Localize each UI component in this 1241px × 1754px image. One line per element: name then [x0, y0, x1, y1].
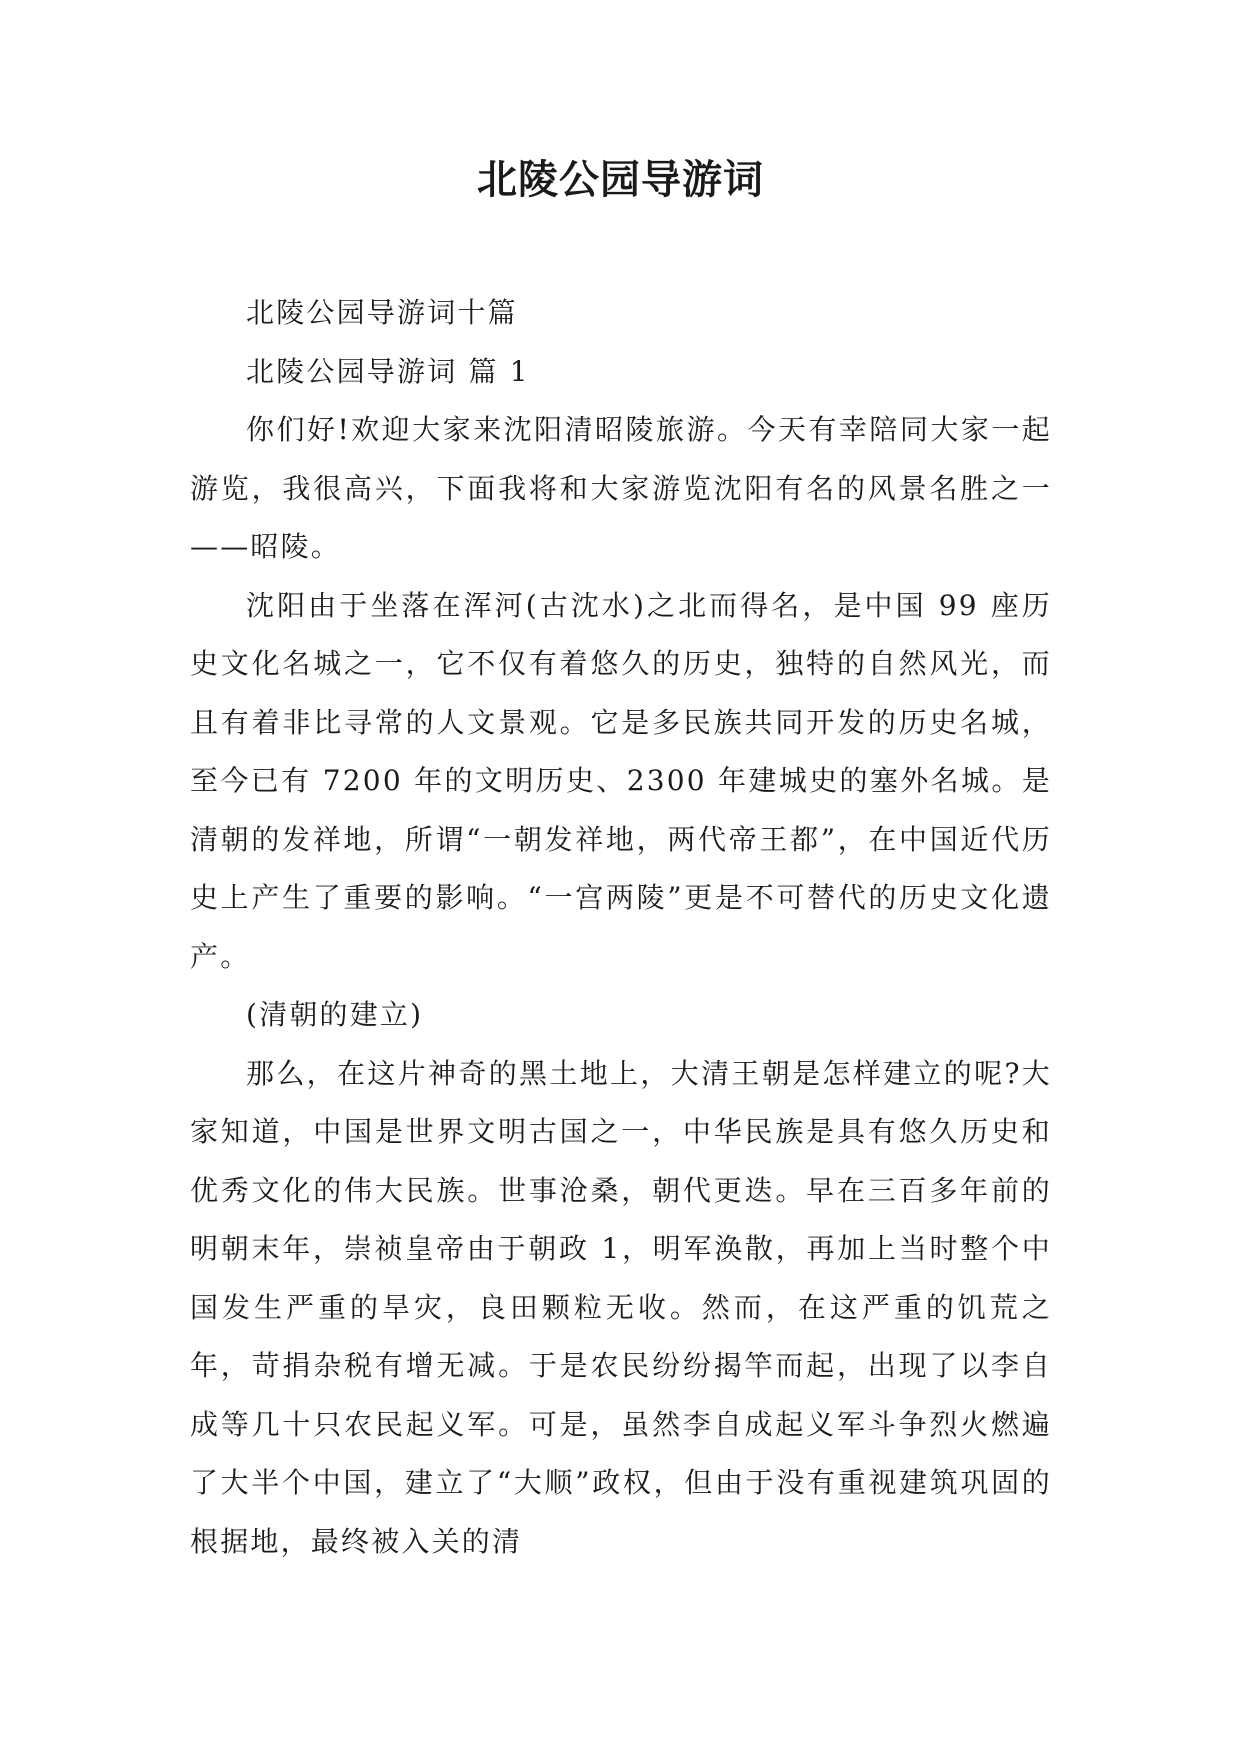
paragraph-subtitle: 北陵公园导游词十篇 [246, 296, 518, 329]
paragraph-qing-history: 那么，在这片神奇的黑土地上，大清王朝是怎样建立的呢?大家知道，中国是世界文明古国之一，中华民族是具有悠久历史和优秀文化的伟大民族。世事沧桑，朝代更迭。早在三百多年前的明朝末年，崇祯皇帝由于朝政 1，明军涣散，再加上当时整个中国发生严重的旱灾，良田颗粒无收。然而，在这严重的饥荒之年，苛捐杂税有增无减。于是农民纷纷揭竿而起，出现了以李自成等几十只农民起义军。可是，虽然李自成起义军斗争烈火燃遍了大半个中国，建立了“大顺”政权，但由于没有重视建筑巩固的根据地，最终被入关的清 [190, 1056, 1052, 1558]
document-title: 北陵公园导游词 [477, 157, 764, 203]
paragraph-shenyang-intro: 沈阳由于坐落在浑河(古沈水)之北而得名，是中国 99 座历史文化名城之一，它不仅有着悠久的历史，独特的自然风光，而且有着非比寻常的人文景观。它是多民族共同开发的历史名城，至今已有 7200 年的文明历史、2300 年建城史的塞外名城。是清朝的发祥地，所谓“一朝发祥地，两代帝王都”，在中国近代历史上产生了重要的影响。“一宫两陵”更是不可替代的历史文化遗产。 [190, 588, 1052, 973]
document-body [190, 284, 1052, 1571]
paragraph-greeting: 你们好!欢迎大家来沈阳清昭陵旅游。今天有幸陪同大家一起游览，我很高兴，下面我将和大家游览沈阳有名的风景名胜之一——昭陵。 [190, 413, 1052, 563]
paragraph-qing-heading: (清朝的建立) [246, 998, 424, 1031]
paragraph-section-heading: 北陵公园导游词 篇 1 [246, 354, 530, 388]
